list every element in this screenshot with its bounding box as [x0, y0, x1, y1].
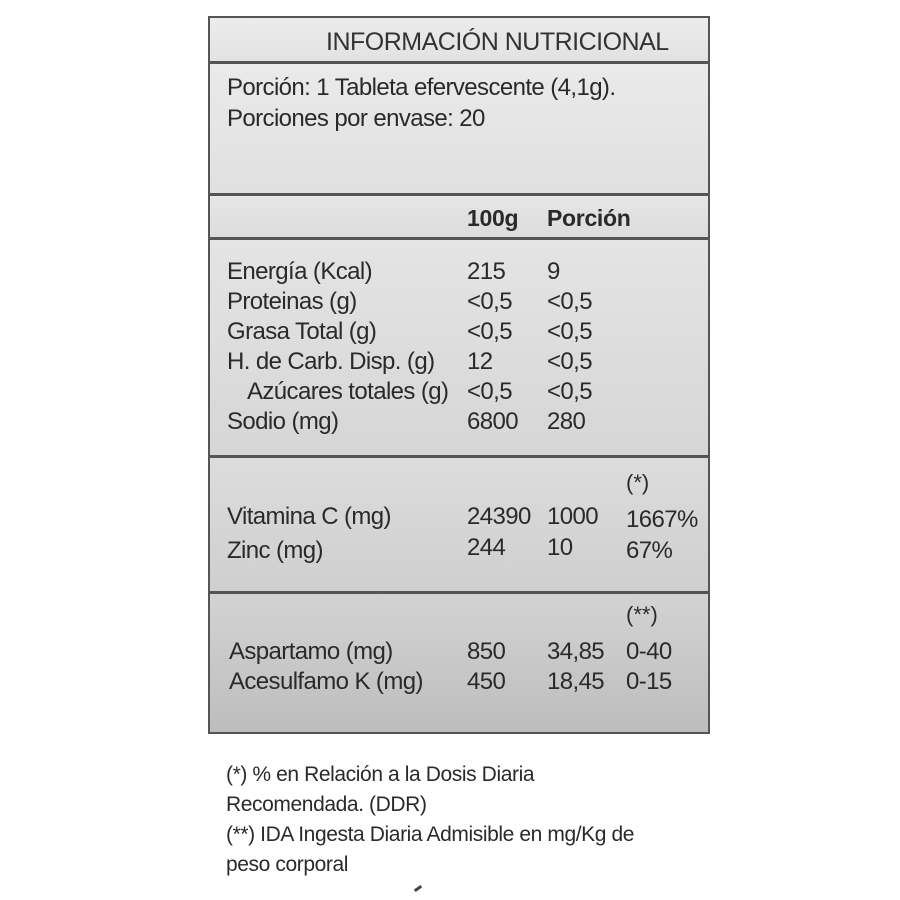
nutrient-value-serving: 280	[547, 408, 586, 435]
nutrient-row-fat	[210, 318, 708, 348]
serving-size: Porción: 1 Tableta efervescente (4,1g).	[227, 74, 616, 101]
vitamin-row-vitamin-c	[210, 503, 708, 533]
nutrient-name: Azúcares totales (g)	[247, 378, 449, 405]
column-header-row	[208, 194, 710, 240]
sweetener-ida: 0-40	[626, 638, 672, 665]
sweetener-row-acesulfame	[210, 668, 708, 698]
nutrient-value-serving: <0,5	[547, 378, 592, 405]
nutrient-row-energy	[210, 258, 708, 288]
servings-per-container: Porciones por envase: 20	[227, 105, 485, 132]
nutrient-name: Sodio (mg)	[227, 408, 339, 435]
sweeteners-section	[208, 592, 710, 734]
footnote-ida-line-1: (**) IDA Ingesta Diaria Admisible en mg/Kg de	[226, 823, 635, 846]
column-header-serving: Porción	[547, 205, 631, 231]
ddr-footnote-mark: (*)	[626, 470, 650, 495]
footnote-ddr-line-1: (*) % en Relación a la Dosis Diaria	[226, 763, 535, 786]
footnotes	[226, 760, 706, 880]
nutrient-value-serving: <0,5	[547, 288, 592, 315]
title-bar	[208, 16, 710, 64]
nutrient-value-100g: <0,5	[467, 288, 512, 315]
vitamin-name: Vitamina C (mg)	[227, 503, 391, 530]
sweetener-value-100g: 450	[467, 668, 506, 695]
nutrients-section	[208, 238, 710, 458]
nutrient-value-serving: <0,5	[547, 348, 592, 375]
vitamin-percent-ddr: 1667%	[626, 506, 698, 533]
vitamin-value-100g: 244	[467, 534, 506, 561]
label-title: INFORMACIÓN NUTRICIONAL	[326, 28, 669, 56]
sweetener-value-100g: 850	[467, 638, 506, 665]
sweetener-name: Acesulfamo K (mg)	[229, 668, 423, 695]
nutrient-name: Proteinas (g)	[227, 288, 357, 315]
nutrient-name: Grasa Total (g)	[227, 318, 377, 345]
serving-info-section	[208, 64, 710, 196]
sweetener-value-serving: 18,45	[547, 668, 605, 695]
nutrient-value-100g: 215	[467, 258, 506, 285]
nutrient-value-100g: <0,5	[467, 318, 512, 345]
vitamins-section	[208, 456, 710, 594]
vitamin-value-100g: 24390	[467, 503, 531, 530]
nutrient-value-serving: <0,5	[547, 318, 592, 345]
column-header-100g: 100g	[467, 205, 519, 231]
stray-accent-mark	[414, 885, 422, 892]
nutrient-value-serving: 9	[547, 258, 560, 285]
nutrient-value-100g: 12	[467, 348, 493, 375]
nutrient-row-sugars	[210, 378, 708, 408]
vitamin-name: Zinc (mg)	[227, 537, 323, 564]
ida-footnote-mark: (**)	[626, 602, 658, 627]
footnote-ddr-line-2: Recomendada. (DDR)	[226, 793, 427, 816]
sweetener-value-serving: 34,85	[547, 638, 605, 665]
sweetener-row-aspartame	[210, 638, 708, 668]
vitamin-value-serving: 1000	[547, 503, 598, 530]
nutrient-value-100g: 6800	[467, 408, 518, 435]
nutrient-row-protein	[210, 288, 708, 318]
nutrient-row-sodium	[210, 408, 708, 438]
nutrient-name: H. de Carb. Disp. (g)	[227, 348, 435, 375]
nutrient-name: Energía (Kcal)	[227, 258, 372, 285]
sweetener-name: Aspartamo (mg)	[229, 638, 393, 665]
vitamin-percent-ddr: 67%	[626, 537, 673, 564]
nutrient-value-100g: <0,5	[467, 378, 512, 405]
vitamin-row-zinc	[210, 534, 708, 564]
nutrient-row-carbs	[210, 348, 708, 378]
sweetener-ida: 0-15	[626, 668, 672, 695]
footnote-ida-line-2: peso corporal	[226, 853, 349, 876]
vitamin-value-serving: 10	[547, 534, 573, 561]
